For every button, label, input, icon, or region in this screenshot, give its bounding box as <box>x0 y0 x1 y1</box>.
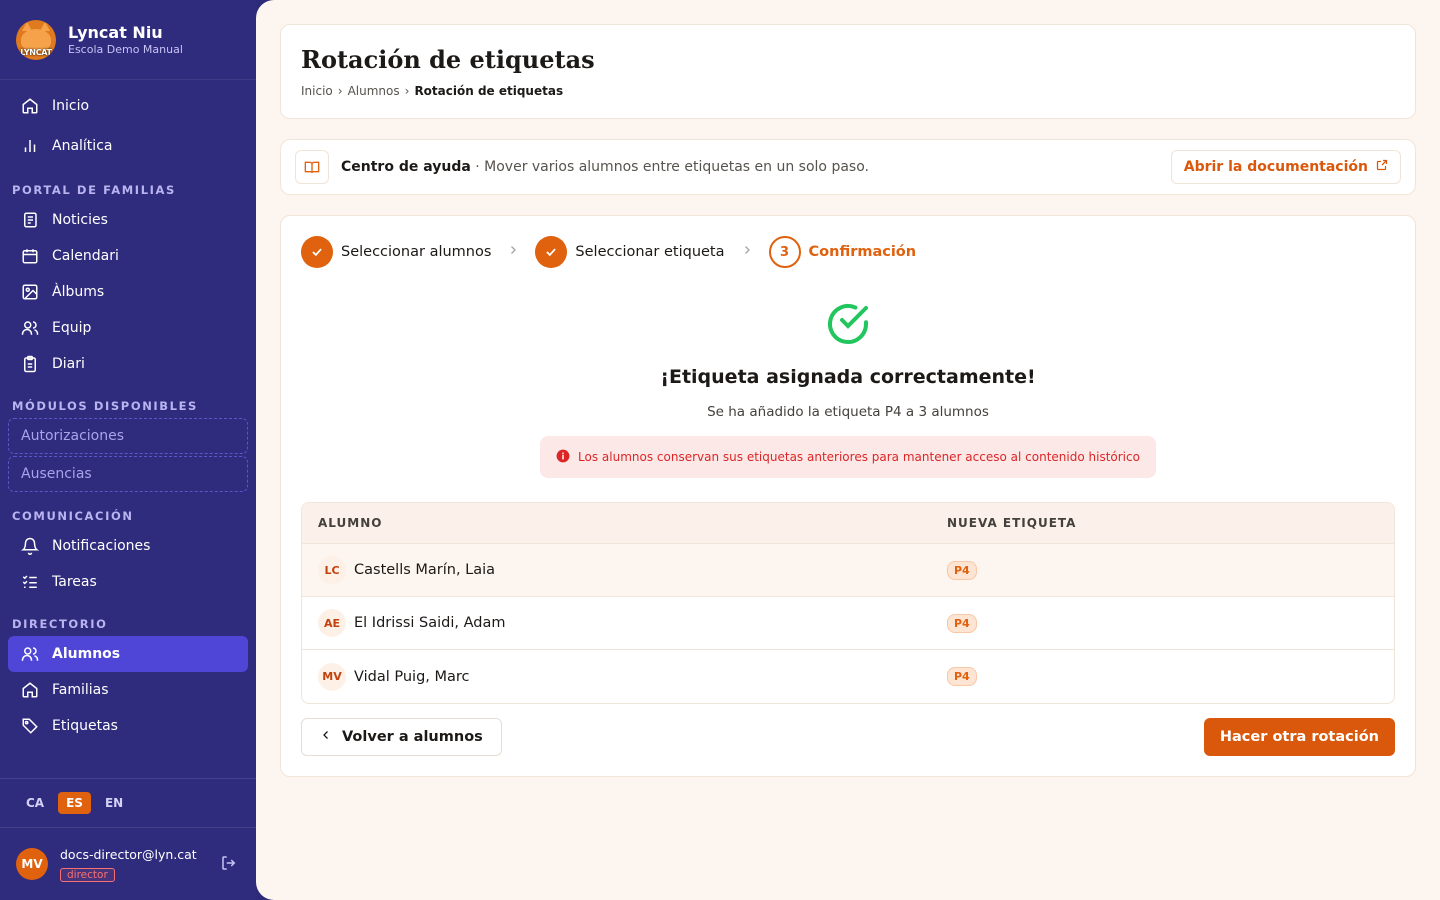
help-description: · Mover varios alumnos entre etiquetas en un solo paso. <box>470 159 869 175</box>
school-app-name: Lyncat Niu <box>68 23 163 42</box>
sidebar-item-ausencias[interactable]: Ausencias <box>8 456 248 492</box>
student-initials: MV <box>318 663 346 691</box>
users-icon <box>20 318 40 338</box>
lang-ca[interactable]: CA <box>26 796 45 810</box>
step-select-tag: Seleccionar etiqueta <box>535 236 724 268</box>
breadcrumb <box>301 84 1395 98</box>
page-header <box>280 24 1416 119</box>
student-initials: LC <box>318 556 346 584</box>
check-circle-icon <box>824 300 872 352</box>
success-subtitle: Se ha añadido la etiqueta P4 a 3 alumnos <box>707 404 989 420</box>
rotation-wizard <box>280 215 1416 777</box>
tag-badge: P4 <box>947 614 977 633</box>
sidebar-item-etiquetas[interactable]: Etiquetas <box>8 708 248 744</box>
section-comunicacion: COMUNICACIÓN <box>12 509 134 523</box>
sidebar-item-autorizaciones[interactable]: Autorizaciones <box>8 418 248 454</box>
student-name: El Idrissi Saidi, Adam <box>354 615 506 631</box>
tag-badge: P4 <box>947 667 977 686</box>
table-header <box>302 503 1394 544</box>
table-row[interactable] <box>302 650 1394 703</box>
breadcrumb-separator: › <box>337 84 343 98</box>
clipboard-icon <box>20 354 40 374</box>
new-rotation-button[interactable]: Hacer otra rotación <box>1204 718 1395 756</box>
calendar-icon <box>20 246 40 266</box>
sidebar-item-diari[interactable]: Diari <box>8 346 248 382</box>
role-badge: director <box>60 868 115 882</box>
sidebar-item-inicio[interactable]: Inicio <box>8 86 248 126</box>
step-confirmation: 3 Confirmación <box>769 236 917 268</box>
sidebar-item-calendari[interactable]: Calendari <box>8 238 248 274</box>
check-icon <box>301 236 333 268</box>
help-banner <box>280 139 1416 195</box>
home-icon <box>20 96 40 116</box>
help-title: Centro de ayuda <box>341 159 471 175</box>
info-circle-icon <box>556 449 570 466</box>
step-select-students: Seleccionar alumnos <box>301 236 491 268</box>
breadcrumb-current: Rotación de etiquetas <box>414 84 564 98</box>
section-modulos: MÓDULOS DISPONIBLES <box>12 399 198 413</box>
bar-chart-icon <box>20 136 40 156</box>
student-name: Castells Marín, Laia <box>354 562 496 578</box>
student-name: Vidal Puig, Marc <box>354 668 470 685</box>
main-content <box>256 0 1440 900</box>
info-notice: Los alumnos conservan sus etiquetas anteriores para mantener acceso al contenido histórico <box>540 436 1156 478</box>
breadcrumb-inicio[interactable]: Inicio <box>301 84 333 98</box>
avatar[interactable]: MV <box>16 848 48 880</box>
sidebar-item-noticies[interactable]: Noticies <box>8 202 248 238</box>
newspaper-icon <box>20 210 40 230</box>
home-icon <box>20 680 40 700</box>
sidebar-item-tareas[interactable]: Tareas <box>8 564 248 600</box>
section-directorio: DIRECTORIO <box>12 617 108 631</box>
sidebar-item-notificaciones[interactable]: Notificaciones <box>8 528 248 564</box>
book-icon <box>295 150 329 184</box>
lyncat-logo: LYNCAT <box>16 20 56 60</box>
sidebar-item-albums[interactable]: Àlbums <box>8 274 248 310</box>
section-portal-familias: PORTAL DE FAMILIAS <box>12 183 176 197</box>
wizard-steps <box>301 236 1395 268</box>
students-table <box>301 502 1395 704</box>
users-icon <box>20 644 40 664</box>
tag-badge: P4 <box>947 561 977 580</box>
language-switcher <box>0 778 256 828</box>
lang-en[interactable]: EN <box>104 796 124 810</box>
school-name: Escola Demo Manual <box>68 43 183 56</box>
success-panel <box>301 300 1395 478</box>
column-nueva-etiqueta: NUEVA ETIQUETA <box>947 516 1077 530</box>
check-icon <box>535 236 567 268</box>
table-row[interactable] <box>302 544 1394 597</box>
sidebar-item-familias[interactable]: Familias <box>8 672 248 708</box>
breadcrumb-alumnos[interactable]: Alumnos <box>347 84 400 98</box>
user-panel <box>0 828 256 900</box>
sidebar <box>0 0 256 900</box>
chevron-right-icon <box>507 244 519 260</box>
breadcrumb-separator: › <box>404 84 410 98</box>
open-docs-button[interactable]: Abrir la documentación <box>1171 150 1401 184</box>
success-title: ¡Etiqueta asignada correctamente! <box>660 366 1036 388</box>
tag-icon <box>20 716 40 736</box>
wizard-actions <box>301 718 1395 756</box>
logout-icon[interactable] <box>220 854 240 874</box>
table-row[interactable] <box>302 597 1394 650</box>
external-link-icon <box>1376 159 1388 175</box>
sidebar-item-analitica[interactable]: Analítica <box>8 126 248 166</box>
back-to-students-button[interactable]: Volver a alumnos <box>301 718 502 756</box>
step-number: 3 <box>769 236 801 268</box>
page-title: Rotación de etiquetas <box>301 45 595 74</box>
brand-header[interactable] <box>0 0 256 80</box>
list-check-icon <box>20 572 40 592</box>
column-alumno: ALUMNO <box>318 516 383 530</box>
user-email: docs-director@lyn.cat <box>60 846 197 862</box>
bell-icon <box>20 536 40 556</box>
lang-es[interactable]: ES <box>58 792 91 814</box>
chevron-right-icon <box>741 244 753 260</box>
image-icon <box>20 282 40 302</box>
sidebar-item-equip[interactable]: Equip <box>8 310 248 346</box>
student-initials: AE <box>318 609 346 637</box>
sidebar-nav <box>0 80 256 750</box>
chevron-left-icon <box>320 729 332 745</box>
sidebar-item-alumnos[interactable]: Alumnos <box>8 636 248 672</box>
